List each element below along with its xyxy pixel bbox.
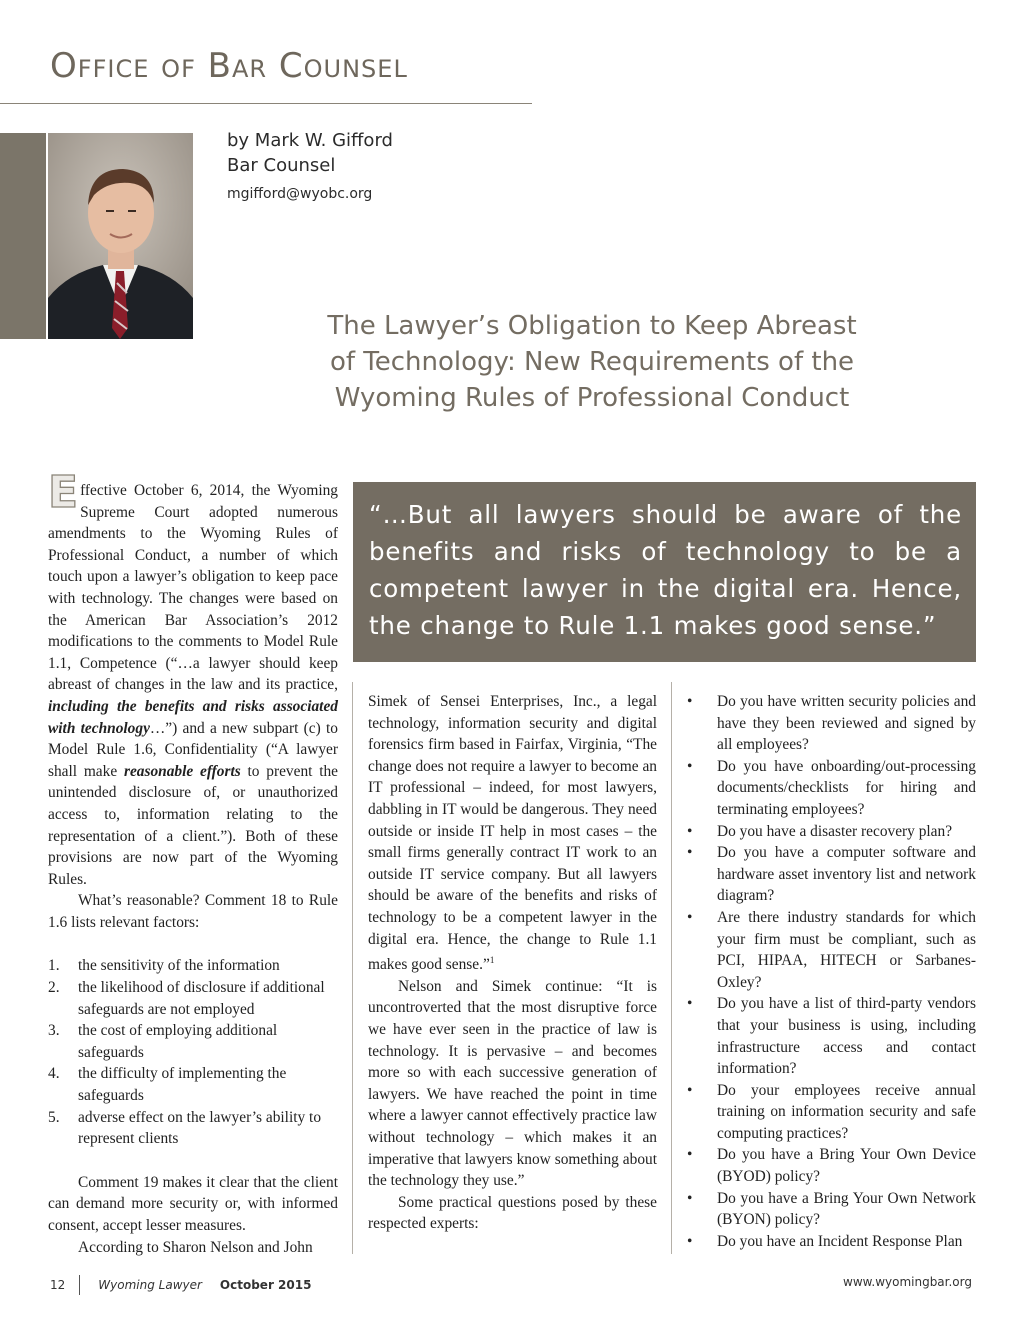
author-portrait-illustration bbox=[48, 133, 193, 339]
footer-left bbox=[50, 1275, 311, 1295]
intro-text-mid: …”) and a new subpart (c) to Model Rule 1.6, Confidentiality (“A lawyer shall make bbox=[48, 719, 338, 780]
article-column-2 bbox=[368, 691, 657, 1235]
list-item: 3. the cost of employing additional safeguards bbox=[48, 1022, 278, 1061]
pull-quote: “…But all lawyers should be aware of the benefits and risks of technology to be a competent lawyer in the digital era. Hence, the change to Rule 1.1 makes good sense.” bbox=[353, 482, 976, 662]
list-item: • Do you have a disaster recovery plan? bbox=[687, 822, 953, 840]
paragraph: What’s reasonable? Comment 18 to Rule 1.6 lists relevant factors: bbox=[48, 892, 338, 931]
page-number: 12 bbox=[50, 1278, 66, 1292]
column-divider bbox=[352, 682, 353, 1254]
emphasis-text: reasonable efforts bbox=[123, 762, 241, 780]
decorative-side-bar bbox=[0, 133, 46, 339]
list-item: 2. the likelihood of disclosure if additional safeguards are not employed bbox=[48, 979, 325, 1018]
list-item: • Are there industry standards for which your firm must be compliant, such as PCI, HIPAA, HITECH or Sarbanes-Oxley? bbox=[687, 908, 976, 991]
list-item: • Do you have a list of third-party vendors that your business is using, including infrastructure access and contact information? bbox=[687, 995, 976, 1078]
author-byline bbox=[227, 128, 393, 202]
author-email: mgifford@wyobc.org bbox=[227, 186, 373, 202]
magazine-name: Wyoming Lawyer bbox=[98, 1278, 202, 1292]
paragraph: Some practical questions posed by these respected experts: bbox=[368, 1193, 657, 1233]
article-title-line: of Technology: New Requirements of the bbox=[329, 347, 855, 377]
author-name: by Mark W. Gifford bbox=[227, 130, 393, 151]
footnote-ref: 1 bbox=[489, 955, 495, 966]
list-item: 1. the sensitivity of the information bbox=[48, 957, 280, 975]
list-item: • Do you have a Bring Your Own Device (BYOD) policy? bbox=[687, 1146, 976, 1186]
factors-list bbox=[48, 955, 338, 1149]
paragraph: According to Sharon Nelson and John bbox=[78, 1238, 313, 1256]
intro-text: ffective October 6, 2014, the Wyoming Supreme Court adopted numerous amendments to the Wyoming Rules of Professional Conduct, a number of which touch upon a lawyer’s obligation to keep pace with technology. The changes were based on the American Bar Association’s 2012 modifications to the comments to Model Rule 1.1, Competence (“…a lawyer should keep abreast of changes in the law and its practice, bbox=[48, 482, 338, 694]
footer-divider bbox=[79, 1275, 80, 1295]
section-title: Office of Bar Counsel bbox=[50, 46, 408, 86]
list-item: 5. adverse effect on the lawyer’s ability to represent clients bbox=[48, 1108, 322, 1148]
list-item: • Do you have a computer software and hardware asset inventory list and network diagram? bbox=[687, 844, 976, 905]
paragraph: Nelson and Simek continue: “It is uncontroverted that the most disruptive force we have ever seen in the practice of law is technology. It is pervasive – and becomes more so with each successive generation of lawyers. We have reached the point in time where a lawyer cannot effectively practice law without technology – which makes it an imperative that lawyers know something about the technology they use.” bbox=[368, 977, 657, 1190]
author-photo bbox=[48, 133, 193, 339]
list-item: • Do you have written security policies and have they been reviewed and signed by all employees? bbox=[687, 693, 976, 754]
paragraph: Simek of Sensei Enterprises, Inc., a legal technology, information security and digital forensics firm based in Fairfax, Virginia, “The change does not require a lawyer to become an IT professional – indeed, for most lawyers, dabbling in IT would be dangerous. They need outside or inside IT help in most cases – the small firms generally contract IT work to an outside IT service company. But all lawyers should be aware of the benefits and risks of technology to be a competent lawyer in the digital era. Hence, the change to Rule 1.1 makes good sense.”$^1$ bbox=[368, 693, 657, 974]
list-item: • Do your employees receive annual training on information security and safe computing practices? bbox=[687, 1081, 976, 1142]
article-title-line: The Lawyer’s Obligation to Keep Abreast bbox=[327, 311, 857, 341]
article-column-3 bbox=[686, 691, 976, 1252]
article-column-1 bbox=[48, 467, 338, 1258]
questions-list bbox=[686, 691, 976, 1252]
intro-text-end: to prevent the unintended disclosure of, or unauthorized access to, information relating to the representation of a client.”). Both of these provisions are now part of the Wyoming Rules. bbox=[48, 762, 338, 888]
title-divider bbox=[0, 103, 532, 104]
article-title bbox=[292, 308, 892, 416]
article-title-line: Wyoming Rules of Professional Conduct bbox=[334, 383, 850, 413]
list-item: • Do you have onboarding/out-processing documents/checklists for hiring and terminating employees? bbox=[687, 757, 976, 818]
column-divider bbox=[671, 682, 672, 1254]
issue-date: October 2015 bbox=[219, 1278, 312, 1292]
author-role: Bar Counsel bbox=[227, 155, 336, 176]
list-item: • Do you have an Incident Response Plan bbox=[687, 1232, 963, 1250]
emphasis-text: including the benefits and risks associated with technology bbox=[48, 697, 338, 737]
drop-cap: E bbox=[48, 467, 79, 518]
paragraph: Comment 19 makes it clear that the client can demand more security or, with informed consent, accept lesser measures. bbox=[48, 1173, 338, 1234]
list-item: • Do you have a Bring Your Own Network (BYON) policy? bbox=[687, 1189, 976, 1229]
website-link[interactable]: www.wyomingbar.org bbox=[843, 1275, 972, 1289]
intro-paragraph bbox=[48, 467, 338, 890]
list-item: 4. the difficulty of implementing the safeguards bbox=[48, 1065, 287, 1105]
